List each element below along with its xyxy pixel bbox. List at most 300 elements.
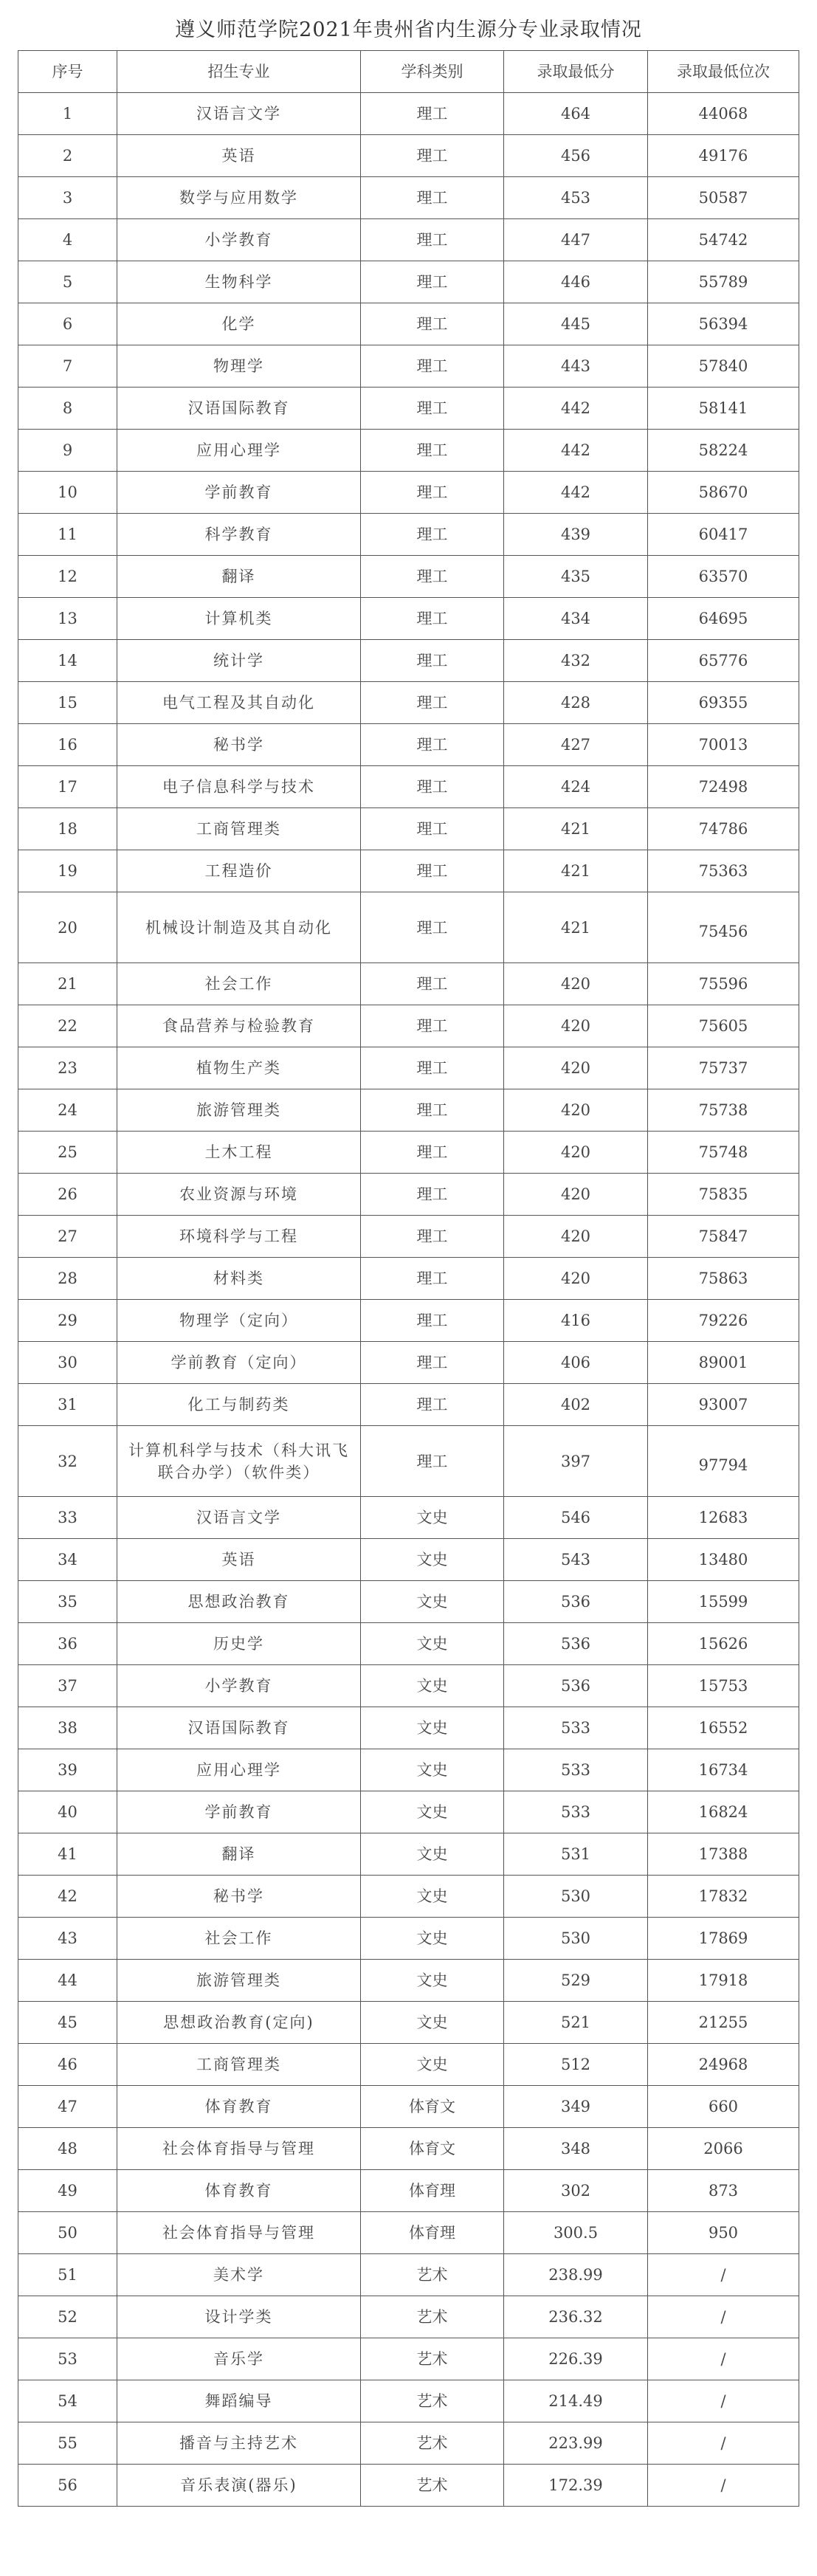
row-index: 1 — [18, 93, 117, 135]
min-score: 420 — [504, 1258, 648, 1300]
major-name: 物理学（定向） — [117, 1300, 361, 1342]
major-name: 物理学 — [117, 345, 361, 388]
table-row — [18, 514, 799, 556]
subject-category: 文史 — [361, 1876, 504, 1918]
min-rank: 75847 — [648, 1216, 799, 1258]
major-name: 播音与主持艺术 — [117, 2422, 361, 2465]
min-score: 530 — [504, 1876, 648, 1918]
min-score: 420 — [504, 1089, 648, 1132]
table-row — [18, 640, 799, 682]
min-rank: 74786 — [648, 808, 799, 850]
row-index: 37 — [18, 1665, 117, 1707]
row-index: 2 — [18, 135, 117, 177]
major-name: 机械设计制造及其自动化 — [117, 892, 361, 963]
min-rank: 56394 — [648, 303, 799, 345]
min-score: 214.49 — [504, 2380, 648, 2422]
major-name: 音乐学 — [117, 2338, 361, 2380]
table-row — [18, 1047, 799, 1089]
subject-category: 理工 — [361, 93, 504, 135]
min-score: 453 — [504, 177, 648, 219]
row-index: 18 — [18, 808, 117, 850]
major-name: 小学教育 — [117, 1665, 361, 1707]
row-index: 4 — [18, 219, 117, 261]
table-row — [18, 2044, 799, 2086]
row-index: 54 — [18, 2380, 117, 2422]
subject-category: 理工 — [361, 1174, 504, 1216]
major-name: 美术学 — [117, 2254, 361, 2296]
row-index: 10 — [18, 472, 117, 514]
table-row — [18, 1960, 799, 2002]
min-score: 543 — [504, 1539, 648, 1581]
subject-category: 理工 — [361, 963, 504, 1005]
subject-category: 体育文 — [361, 2086, 504, 2128]
major-name: 电子信息科学与技术 — [117, 766, 361, 808]
table-row — [18, 963, 799, 1005]
major-name: 计算机科学与技术（科大讯飞联合办学）（软件类） — [117, 1426, 361, 1497]
subject-category: 理工 — [361, 472, 504, 514]
major-name: 体育教育 — [117, 2086, 361, 2128]
min-rank: 17832 — [648, 1876, 799, 1918]
subject-category: 文史 — [361, 1707, 504, 1749]
min-score: 421 — [504, 850, 648, 892]
min-score: 447 — [504, 219, 648, 261]
min-rank: 15753 — [648, 1665, 799, 1707]
table-row — [18, 1581, 799, 1623]
table-row — [18, 2128, 799, 2170]
subject-category: 理工 — [361, 303, 504, 345]
subject-category: 理工 — [361, 1426, 504, 1497]
header-min-score: 录取最低分 — [504, 51, 648, 93]
major-name: 数学与应用数学 — [117, 177, 361, 219]
row-index: 40 — [18, 1791, 117, 1833]
table-row — [18, 388, 799, 430]
subject-category: 艺术 — [361, 2296, 504, 2338]
min-rank: 17388 — [648, 1833, 799, 1876]
major-name: 音乐表演(器乐) — [117, 2465, 361, 2507]
row-index: 19 — [18, 850, 117, 892]
table-row — [18, 2254, 799, 2296]
table-row — [18, 2338, 799, 2380]
subject-category: 文史 — [361, 2002, 504, 2044]
min-rank: 57840 — [648, 345, 799, 388]
subject-category: 文史 — [361, 1918, 504, 1960]
min-rank: 97794 — [648, 1426, 799, 1497]
min-rank: / — [648, 2254, 799, 2296]
subject-category: 文史 — [361, 1497, 504, 1539]
page-title: 遵义师范学院2021年贵州省内生源分专业录取情况 — [175, 18, 642, 41]
major-name: 学前教育（定向） — [117, 1342, 361, 1384]
major-name: 工程造价 — [117, 850, 361, 892]
row-index: 33 — [18, 1497, 117, 1539]
table-row — [18, 2296, 799, 2338]
row-index: 32 — [18, 1426, 117, 1497]
major-name: 汉语国际教育 — [117, 388, 361, 430]
subject-category: 理工 — [361, 1300, 504, 1342]
min-score: 416 — [504, 1300, 648, 1342]
table-row — [18, 2380, 799, 2422]
row-index: 8 — [18, 388, 117, 430]
subject-category: 文史 — [361, 1791, 504, 1833]
min-rank: 44068 — [648, 93, 799, 135]
table-row — [18, 1174, 799, 1216]
subject-category: 艺术 — [361, 2465, 504, 2507]
row-index: 45 — [18, 2002, 117, 2044]
row-index: 43 — [18, 1918, 117, 1960]
major-name: 社会工作 — [117, 1918, 361, 1960]
table-row — [18, 1089, 799, 1132]
row-index: 16 — [18, 724, 117, 766]
header-min-rank: 录取最低位次 — [648, 51, 799, 93]
table-row — [18, 1539, 799, 1581]
subject-category: 体育文 — [361, 2128, 504, 2170]
row-index: 29 — [18, 1300, 117, 1342]
major-name: 英语 — [117, 1539, 361, 1581]
subject-category: 体育理 — [361, 2212, 504, 2254]
row-index: 22 — [18, 1005, 117, 1047]
major-name: 翻译 — [117, 556, 361, 598]
major-name: 工商管理类 — [117, 2044, 361, 2086]
min-rank: 58670 — [648, 472, 799, 514]
min-rank: 13480 — [648, 1539, 799, 1581]
min-score: 420 — [504, 1216, 648, 1258]
subject-category: 理工 — [361, 808, 504, 850]
major-name: 小学教育 — [117, 219, 361, 261]
min-score: 172.39 — [504, 2465, 648, 2507]
min-rank: / — [648, 2380, 799, 2422]
min-rank: 64695 — [648, 598, 799, 640]
min-rank: 58141 — [648, 388, 799, 430]
table-row — [18, 808, 799, 850]
table-row — [18, 850, 799, 892]
subject-category: 理工 — [361, 219, 504, 261]
row-index: 13 — [18, 598, 117, 640]
row-index: 17 — [18, 766, 117, 808]
major-name: 社会体育指导与管理 — [117, 2212, 361, 2254]
row-index: 7 — [18, 345, 117, 388]
min-rank: 21255 — [648, 2002, 799, 2044]
min-score: 442 — [504, 472, 648, 514]
min-score: 531 — [504, 1833, 648, 1876]
subject-category: 文史 — [361, 1749, 504, 1791]
min-rank: 660 — [648, 2086, 799, 2128]
subject-category: 艺术 — [361, 2422, 504, 2465]
min-score: 536 — [504, 1581, 648, 1623]
row-index: 35 — [18, 1581, 117, 1623]
min-rank: / — [648, 2422, 799, 2465]
major-name: 社会工作 — [117, 963, 361, 1005]
major-name: 工商管理类 — [117, 808, 361, 850]
min-score: 536 — [504, 1623, 648, 1665]
min-score: 456 — [504, 135, 648, 177]
min-score: 420 — [504, 963, 648, 1005]
table-row — [18, 303, 799, 345]
row-index: 42 — [18, 1876, 117, 1918]
min-rank: 60417 — [648, 514, 799, 556]
subject-category: 体育理 — [361, 2170, 504, 2212]
min-score: 512 — [504, 2044, 648, 2086]
major-name: 电气工程及其自动化 — [117, 682, 361, 724]
min-rank: / — [648, 2338, 799, 2380]
min-rank: 49176 — [648, 135, 799, 177]
min-score: 439 — [504, 514, 648, 556]
table-row — [18, 1623, 799, 1665]
row-index: 41 — [18, 1833, 117, 1876]
subject-category: 理工 — [361, 598, 504, 640]
row-index: 47 — [18, 2086, 117, 2128]
table-row — [18, 1497, 799, 1539]
min-score: 402 — [504, 1384, 648, 1426]
min-score: 435 — [504, 556, 648, 598]
row-index: 6 — [18, 303, 117, 345]
subject-category: 理工 — [361, 1132, 504, 1174]
min-score: 420 — [504, 1047, 648, 1089]
min-rank: 16734 — [648, 1749, 799, 1791]
min-rank: 75456 — [648, 892, 799, 963]
min-rank: 69355 — [648, 682, 799, 724]
table-body — [18, 93, 799, 2507]
major-name: 科学教育 — [117, 514, 361, 556]
row-index: 28 — [18, 1258, 117, 1300]
min-score: 533 — [504, 1791, 648, 1833]
table-row — [18, 2212, 799, 2254]
min-rank: 55789 — [648, 261, 799, 303]
major-name: 应用心理学 — [117, 430, 361, 472]
min-score: 546 — [504, 1497, 648, 1539]
min-rank: 75605 — [648, 1005, 799, 1047]
min-score: 533 — [504, 1749, 648, 1791]
row-index: 11 — [18, 514, 117, 556]
major-name: 体育教育 — [117, 2170, 361, 2212]
major-name: 汉语国际教育 — [117, 1707, 361, 1749]
subject-category: 理工 — [361, 682, 504, 724]
table-row — [18, 2170, 799, 2212]
subject-category: 理工 — [361, 135, 504, 177]
min-rank: 2066 — [648, 2128, 799, 2170]
row-index: 44 — [18, 1960, 117, 2002]
min-rank: 54742 — [648, 219, 799, 261]
subject-category: 艺术 — [361, 2338, 504, 2380]
table-row — [18, 1833, 799, 1876]
min-rank: 75738 — [648, 1089, 799, 1132]
row-index: 34 — [18, 1539, 117, 1581]
min-rank: 79226 — [648, 1300, 799, 1342]
table-row — [18, 892, 799, 963]
min-rank: 12683 — [648, 1497, 799, 1539]
min-score: 446 — [504, 261, 648, 303]
min-score: 445 — [504, 303, 648, 345]
major-name: 学前教育 — [117, 472, 361, 514]
table-header-row — [18, 51, 799, 93]
major-name: 历史学 — [117, 1623, 361, 1665]
row-index: 46 — [18, 2044, 117, 2086]
row-index: 53 — [18, 2338, 117, 2380]
subject-category: 理工 — [361, 1047, 504, 1089]
table-row — [18, 1132, 799, 1174]
table-row — [18, 682, 799, 724]
row-index: 31 — [18, 1384, 117, 1426]
min-score: 443 — [504, 345, 648, 388]
table-row — [18, 1707, 799, 1749]
subject-category: 理工 — [361, 640, 504, 682]
subject-category: 理工 — [361, 850, 504, 892]
min-rank: 950 — [648, 2212, 799, 2254]
header-category: 学科类别 — [361, 51, 504, 93]
min-rank: / — [648, 2465, 799, 2507]
min-rank: 93007 — [648, 1384, 799, 1426]
min-score: 421 — [504, 892, 648, 963]
major-name: 秘书学 — [117, 724, 361, 766]
row-index: 27 — [18, 1216, 117, 1258]
min-score: 533 — [504, 1707, 648, 1749]
min-score: 427 — [504, 724, 648, 766]
min-score: 529 — [504, 1960, 648, 2002]
major-name: 翻译 — [117, 1833, 361, 1876]
subject-category: 理工 — [361, 1342, 504, 1384]
min-rank: 873 — [648, 2170, 799, 2212]
subject-category: 理工 — [361, 892, 504, 963]
min-score: 521 — [504, 2002, 648, 2044]
min-score: 349 — [504, 2086, 648, 2128]
row-index: 25 — [18, 1132, 117, 1174]
table-row — [18, 556, 799, 598]
row-index: 30 — [18, 1342, 117, 1384]
subject-category: 理工 — [361, 388, 504, 430]
major-name: 生物科学 — [117, 261, 361, 303]
major-name: 旅游管理类 — [117, 1089, 361, 1132]
table-row — [18, 2422, 799, 2465]
table-row — [18, 1384, 799, 1426]
row-index: 49 — [18, 2170, 117, 2212]
table-row — [18, 1216, 799, 1258]
table-row — [18, 766, 799, 808]
table-row — [18, 219, 799, 261]
table-row — [18, 1876, 799, 1918]
table-row — [18, 472, 799, 514]
row-index: 24 — [18, 1089, 117, 1132]
min-rank: 75748 — [648, 1132, 799, 1174]
min-score: 302 — [504, 2170, 648, 2212]
row-index: 51 — [18, 2254, 117, 2296]
min-score: 406 — [504, 1342, 648, 1384]
major-name: 思想政治教育(定向) — [117, 2002, 361, 2044]
row-index: 48 — [18, 2128, 117, 2170]
table-row — [18, 2465, 799, 2507]
major-name: 设计学类 — [117, 2296, 361, 2338]
row-index: 12 — [18, 556, 117, 598]
min-rank: 15626 — [648, 1623, 799, 1665]
min-rank: 58224 — [648, 430, 799, 472]
subject-category: 理工 — [361, 1216, 504, 1258]
row-index: 38 — [18, 1707, 117, 1749]
min-score: 397 — [504, 1426, 648, 1497]
row-index: 20 — [18, 892, 117, 963]
row-index: 50 — [18, 2212, 117, 2254]
table-row — [18, 1005, 799, 1047]
subject-category: 文史 — [361, 1623, 504, 1665]
min-rank: 70013 — [648, 724, 799, 766]
min-rank: 75737 — [648, 1047, 799, 1089]
admission-table — [18, 50, 799, 2507]
subject-category: 理工 — [361, 514, 504, 556]
table-row — [18, 2086, 799, 2128]
table-row — [18, 1258, 799, 1300]
subject-category: 理工 — [361, 724, 504, 766]
row-index: 56 — [18, 2465, 117, 2507]
table-row — [18, 177, 799, 219]
row-index: 52 — [18, 2296, 117, 2338]
min-rank: 89001 — [648, 1342, 799, 1384]
major-name: 化学 — [117, 303, 361, 345]
min-rank: 75863 — [648, 1258, 799, 1300]
min-rank: 65776 — [648, 640, 799, 682]
min-score: 223.99 — [504, 2422, 648, 2465]
min-score: 236.32 — [504, 2296, 648, 2338]
table-row — [18, 598, 799, 640]
subject-category: 理工 — [361, 766, 504, 808]
min-rank: 75835 — [648, 1174, 799, 1216]
row-index: 55 — [18, 2422, 117, 2465]
row-index: 36 — [18, 1623, 117, 1665]
row-index: 9 — [18, 430, 117, 472]
header-major: 招生专业 — [117, 51, 361, 93]
row-index: 5 — [18, 261, 117, 303]
subject-category: 理工 — [361, 345, 504, 388]
subject-category: 理工 — [361, 1384, 504, 1426]
major-name: 环境科学与工程 — [117, 1216, 361, 1258]
min-score: 428 — [504, 682, 648, 724]
subject-category: 理工 — [361, 1258, 504, 1300]
min-score: 434 — [504, 598, 648, 640]
subject-category: 理工 — [361, 1089, 504, 1132]
subject-category: 艺术 — [361, 2254, 504, 2296]
min-score: 424 — [504, 766, 648, 808]
min-score: 464 — [504, 93, 648, 135]
table-row — [18, 1342, 799, 1384]
min-score: 420 — [504, 1174, 648, 1216]
subject-category: 文史 — [361, 1581, 504, 1623]
table-row — [18, 135, 799, 177]
min-rank: 72498 — [648, 766, 799, 808]
table-row — [18, 1918, 799, 1960]
min-rank: 15599 — [648, 1581, 799, 1623]
min-rank: 75596 — [648, 963, 799, 1005]
min-score: 300.5 — [504, 2212, 648, 2254]
min-rank: 50587 — [648, 177, 799, 219]
major-name: 社会体育指导与管理 — [117, 2128, 361, 2170]
major-name: 思想政治教育 — [117, 1581, 361, 1623]
row-index: 14 — [18, 640, 117, 682]
row-index: 15 — [18, 682, 117, 724]
row-index: 23 — [18, 1047, 117, 1089]
table-row — [18, 1791, 799, 1833]
subject-category: 文史 — [361, 1665, 504, 1707]
subject-category: 文史 — [361, 1539, 504, 1581]
major-name: 应用心理学 — [117, 1749, 361, 1791]
subject-category: 理工 — [361, 177, 504, 219]
table-row — [18, 261, 799, 303]
major-name: 农业资源与环境 — [117, 1174, 361, 1216]
min-score: 420 — [504, 1005, 648, 1047]
table-row — [18, 1749, 799, 1791]
subject-category: 理工 — [361, 430, 504, 472]
min-score: 226.39 — [504, 2338, 648, 2380]
min-score: 530 — [504, 1918, 648, 1960]
row-index: 21 — [18, 963, 117, 1005]
major-name: 旅游管理类 — [117, 1960, 361, 2002]
major-name: 统计学 — [117, 640, 361, 682]
row-index: 26 — [18, 1174, 117, 1216]
subject-category: 文史 — [361, 1833, 504, 1876]
